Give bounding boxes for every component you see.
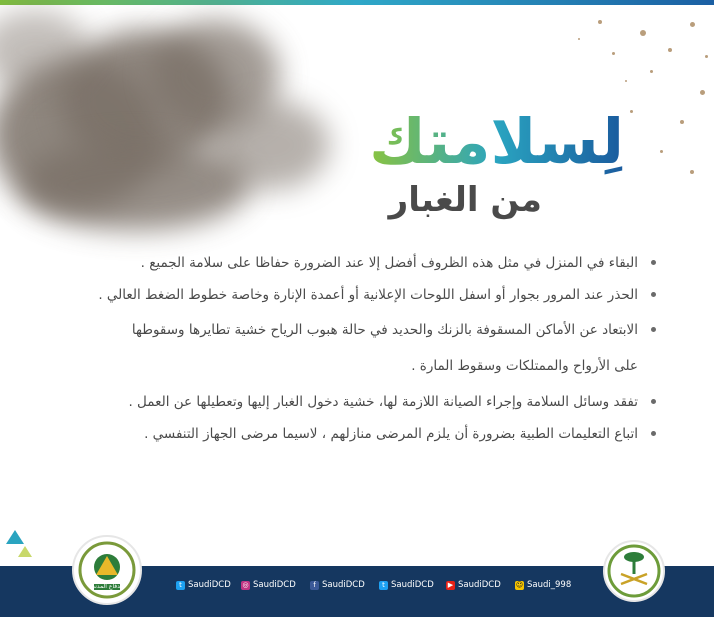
social-handle: SaudiDCD xyxy=(253,580,296,590)
bullet-icon xyxy=(651,327,656,332)
list-item-text: اتباع التعليمات الطبية بضرورة أن يلزم المرضى منازلهم ، لاسيما مرضى الجهاز التنفسي . xyxy=(144,426,638,442)
social-handle: SaudiDCD xyxy=(391,580,434,590)
bullet-icon xyxy=(651,292,656,297)
list-item xyxy=(66,391,656,413)
twitter-icon: t xyxy=(176,581,185,590)
civil-defense-emblem-icon xyxy=(74,537,140,603)
list-item xyxy=(66,284,656,306)
civil-defense-logo xyxy=(72,535,142,605)
social-handle: SaudiDCD xyxy=(458,580,501,590)
social-link-twitter[interactable] xyxy=(176,578,231,592)
social-link-facebook[interactable] xyxy=(310,578,365,592)
twitter-icon: t xyxy=(379,581,388,590)
social-handle: SaudiDCD xyxy=(322,580,365,590)
list-item-text: الابتعاد عن الأماكن المسقوفة بالزنك والحديد في حالة هبوب الرياح خشية تطايرها وسقوطها xyxy=(131,322,638,338)
social-link-snapchat[interactable] xyxy=(515,578,571,592)
saudi-emblem-logo xyxy=(603,540,665,602)
bullet-icon xyxy=(651,260,656,265)
top-gradient-bar xyxy=(0,0,714,5)
advice-list xyxy=(66,252,656,445)
list-item-text: الحذر عند المرور بجوار أو اسفل اللوحات الإعلانية أو أعمدة الإنارة وخاصة خطوط الضغط العالي . xyxy=(98,287,638,303)
social-link-youtube[interactable] xyxy=(446,578,501,592)
snapchat-icon: ☺ xyxy=(515,580,524,589)
list-item-text-continued: على الأرواح والممتلكات وسقوط المارة . xyxy=(411,358,638,374)
page-title: لِسلامتك xyxy=(369,102,624,182)
list-item-text: تفقد وسائل السلامة وإجراء الصيانة اللازمة لها، خشية دخول الغبار إليها وتعطيلها عن العمل . xyxy=(128,394,638,410)
bullet-icon xyxy=(651,431,656,436)
bullet-icon xyxy=(651,399,656,404)
list-item xyxy=(66,319,656,377)
list-item-text: البقاء في المنزل في مثل هذه الظروف أفضل إلا عند الضرورة حفاظا على سلامة الجميع . xyxy=(140,255,638,271)
list-item xyxy=(66,423,656,445)
palm-swords-emblem-icon xyxy=(605,542,663,600)
social-link-twitter-2[interactable] xyxy=(379,578,434,592)
instagram-icon: ◎ xyxy=(242,580,249,589)
youtube-icon: ▶ xyxy=(447,580,454,589)
facebook-icon: f xyxy=(310,581,319,590)
social-handle: SaudiDCD xyxy=(188,580,231,590)
social-link-instagram[interactable] xyxy=(241,578,296,592)
list-item xyxy=(66,252,656,274)
page-subtitle: من الغبار xyxy=(388,180,542,220)
civil-defense-logo-text: الدفاع المدني xyxy=(90,583,124,590)
social-handle: Saudi_998 xyxy=(527,580,572,590)
